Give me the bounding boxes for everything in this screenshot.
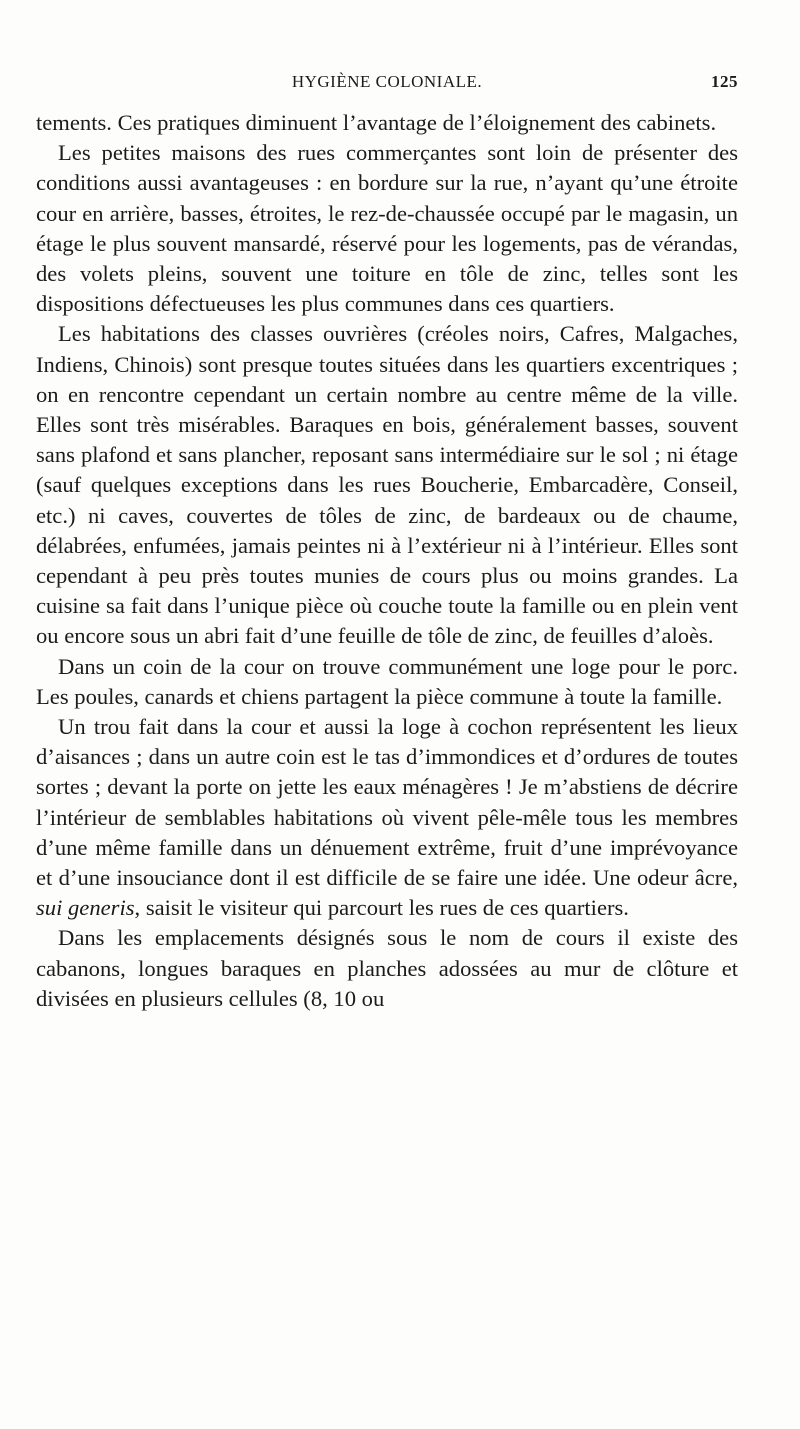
page-header — [36, 72, 738, 98]
body-text — [36, 108, 738, 1014]
paragraph-worker-dwellings: Les habitations des classes ouvrières (créoles noirs, Cafres, Malgaches, Indiens, Chinois) sont presque toutes situées dans les quartiers excentriques ; on en rencontre cependant un certain nombre au centre même de la ville. Elles sont très misérables. Baraques en bois, généralement basses, souvent sans plafond et sans plancher, reposant sans intermédiaire sur le sol ; ni étage (sauf quelques exceptions dans les rues Boucherie, Embarcadère, Conseil, etc.) ni caves, couvertes de tôles de zinc, de bardeaux ou de chaume, délabrées, enfumées, jamais peintes ni à l’extérieur ni à l’intérieur. Elles sont cependant à peu près toutes munies de cours plus ou moins grandes. La cuisine sa fait dans l’unique pièce où couche toute la famille ou en plein vent ou encore sous un abri fait d’une feuille de tôle de zinc, de feuilles d’aloès. — [36, 321, 738, 649]
paragraph-courtyard: Dans un coin de la cour on trouve communément une loge pour le porc. Les poules, canards et chiens partagent la pièce commune à toute la famille. — [36, 653, 738, 709]
paragraph-sanitation — [36, 712, 738, 923]
page-number: 125 — [711, 72, 738, 91]
paragraph-cabanons: Dans les emplacements désignés sous le nom de cours il existe des cabanons, longues baraques en planches adossées au mur de clôture et divisées en plusieurs cellules (8, 10 ou — [36, 925, 738, 1011]
paragraph-continuation: tements. Ces pratiques diminuent l’avantage de l’éloignement des cabinets. — [36, 110, 717, 135]
sanitation-text-after: , saisit le visiteur qui parcourt les rues de ces quartiers. — [134, 895, 629, 921]
sanitation-text-before: Un trou fait dans la cour et aussi la loge à cochon représentent les lieux d’aisances ; dans un autre coin est le tas d’immondices et d’ordures de toutes sortes ; devant la porte on jette les eaux ménagères ! Je m’abstiens de décrire l’intérieur de semblables habitations où vivent pêle-mêle tous les membres d’une même famille dans un dénuement extrême, fruit d’une imprévoyance et d’une insouciance dont il est difficile de se faire une idée. Une odeur âcre, — [36, 714, 738, 891]
paragraph-commercial-houses: Les petites maisons des rues commerçantes sont loin de présenter des conditions aussi avantageuses : en bordure sur la rue, n’ayant qu’une étroite cour en arrière, basses, étroites, le rez-de-chaussée occupé par le magasin, un étage le plus souvent mansardé, réservé pour les logements, pas de vérandas, des volets pleins, souvent une toiture en tôle de zinc, telles sont les dispositions défectueuses les plus communes dans ces quartiers. — [36, 140, 738, 317]
running-title: HYGIÈNE COLONIALE. — [291, 72, 483, 91]
sui-generis-italic: sui generis — [36, 895, 135, 921]
